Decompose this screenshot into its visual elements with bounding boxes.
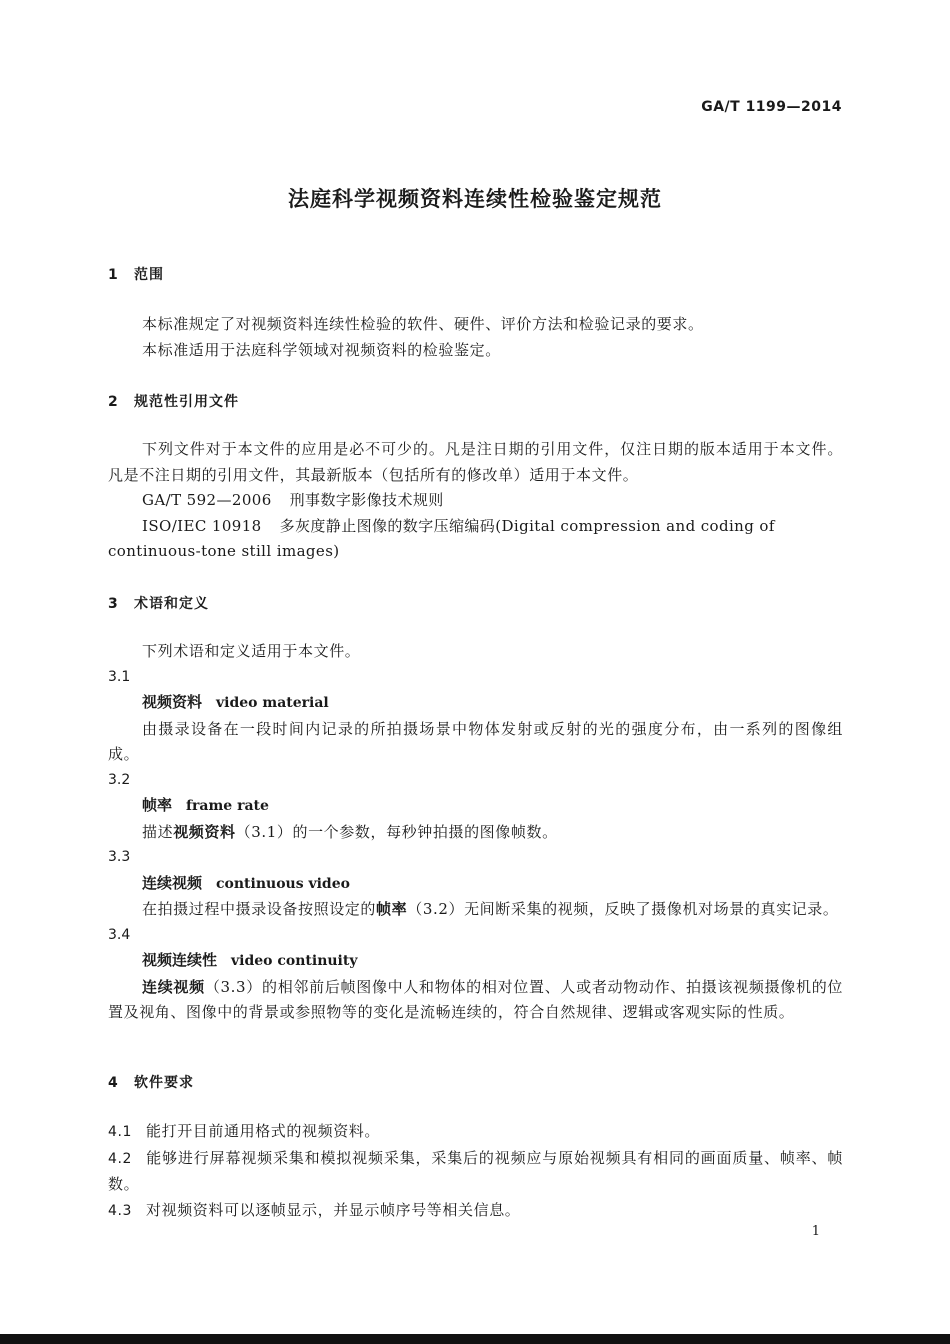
reference-title: 多灰度静止图像的数字压缩编码(Digital compression and coding of continuous-tone still images) (108, 516, 775, 560)
clause-text: 能打开目前通用格式的视频资料。 (146, 1122, 381, 1140)
section-number: 3 (108, 596, 119, 612)
term-name-en: video material (216, 695, 329, 711)
reference-code: GA/T 592—2006 (142, 491, 272, 509)
page-number: 1 (811, 1224, 820, 1239)
term-definition: 连续视频（3.3）的相邻前后帧图像中人和物体的相对位置、人或者动物动作、拍摄该视频摄像机的位置及视角、图像中的背景或参照物等的变化是流畅连续的，符合自然规律、逻辑或客观实际的性质。 (108, 977, 843, 1021)
term-definition: 描述视频资料（3.1）的一个参数，每秒钟拍摄的图像帧数。 (142, 822, 558, 841)
section-title: 规范性引用文件 (134, 394, 239, 410)
bottom-border (0, 1334, 950, 1344)
clause-number: 4.3 (108, 1202, 133, 1219)
clause-text: 能够进行屏幕视频采集和模拟视频采集，采集后的视频应与原始视频具有相同的画面质量、帧率、帧数。 (108, 1148, 843, 1193)
term-cross-ref: 视频资料 (173, 822, 236, 841)
clause (108, 1198, 843, 1225)
term-name-en: frame rate (186, 798, 269, 814)
term-name-cn: 视频资料 (142, 693, 203, 711)
reference-title: 刑事数字影像技术规则 (289, 491, 444, 509)
section-1-body (108, 312, 843, 363)
term-number: 3.3 (108, 849, 131, 865)
clause-number: 4.2 (108, 1150, 133, 1167)
term-number: 3.4 (108, 926, 131, 943)
section-title: 软件要求 (134, 1075, 194, 1091)
term-cross-ref: 帧率 (376, 900, 408, 918)
term-name (142, 690, 843, 717)
section-1-heading (108, 264, 164, 284)
paragraph: 本标准适用于法庭科学领域对视频资料的检验鉴定。 (142, 340, 501, 359)
section-2-body (108, 437, 843, 565)
paragraph: 下列文件对于本文件的应用是必不可少的。凡是注日期的引用文件，仅注日期的版本适用于本文件。凡是不注日期的引用文件，其最新版本（包括所有的修改单）适用于本文件。 (108, 440, 843, 484)
term-definition: 在拍摄过程中摄录设备按照设定的帧率（3.2）无间断采集的视频，反映了摄像机对场景的真实记录。 (142, 900, 839, 918)
clause-number: 4.1 (108, 1124, 133, 1140)
term-name-cn: 视频连续性 (142, 951, 218, 969)
reference-item (108, 514, 843, 565)
standard-number: GA/T 1199—2014 (701, 99, 842, 115)
paragraph: 本标准规定了对视频资料连续性检验的软件、硬件、评价方法和检验记录的要求。 (142, 315, 704, 333)
term-number: 3.2 (108, 771, 131, 788)
paragraph: 下列术语和定义适用于本文件。 (142, 642, 361, 660)
section-4-heading (108, 1072, 194, 1092)
clause-text: 对视频资料可以逐帧显示，并显示帧序号等相关信息。 (146, 1200, 521, 1219)
document-title: 法庭科学视频资料连续性检验鉴定规范 (288, 187, 662, 211)
section-title: 范围 (134, 267, 164, 283)
term-name-cn: 连续视频 (142, 873, 203, 892)
term-name (142, 793, 843, 820)
section-3-body (108, 639, 843, 1026)
term-name-cn: 帧率 (142, 796, 173, 814)
term-name (142, 871, 843, 898)
clause (108, 1146, 843, 1198)
reference-item (108, 488, 843, 514)
section-number: 4 (108, 1075, 119, 1091)
term-cross-ref: 连续视频 (142, 977, 205, 996)
term-name-en: continuous video (216, 875, 350, 892)
term-number: 3.1 (108, 668, 131, 685)
section-title: 术语和定义 (134, 596, 209, 612)
term-name-en: video continuity (231, 953, 358, 969)
term-name (142, 948, 843, 975)
section-number: 1 (108, 267, 119, 283)
section-3-heading (108, 593, 209, 613)
reference-code: ISO/IEC 10918 (142, 516, 262, 535)
clause (108, 1119, 843, 1146)
section-4-body (108, 1119, 843, 1224)
section-2-heading (108, 391, 239, 411)
section-number: 2 (108, 394, 119, 410)
term-definition: 由摄录设备在一段时间内记录的所拍摄场景中物体发射或反射的光的强度分布，由一系列的图像组成。 (108, 719, 843, 763)
